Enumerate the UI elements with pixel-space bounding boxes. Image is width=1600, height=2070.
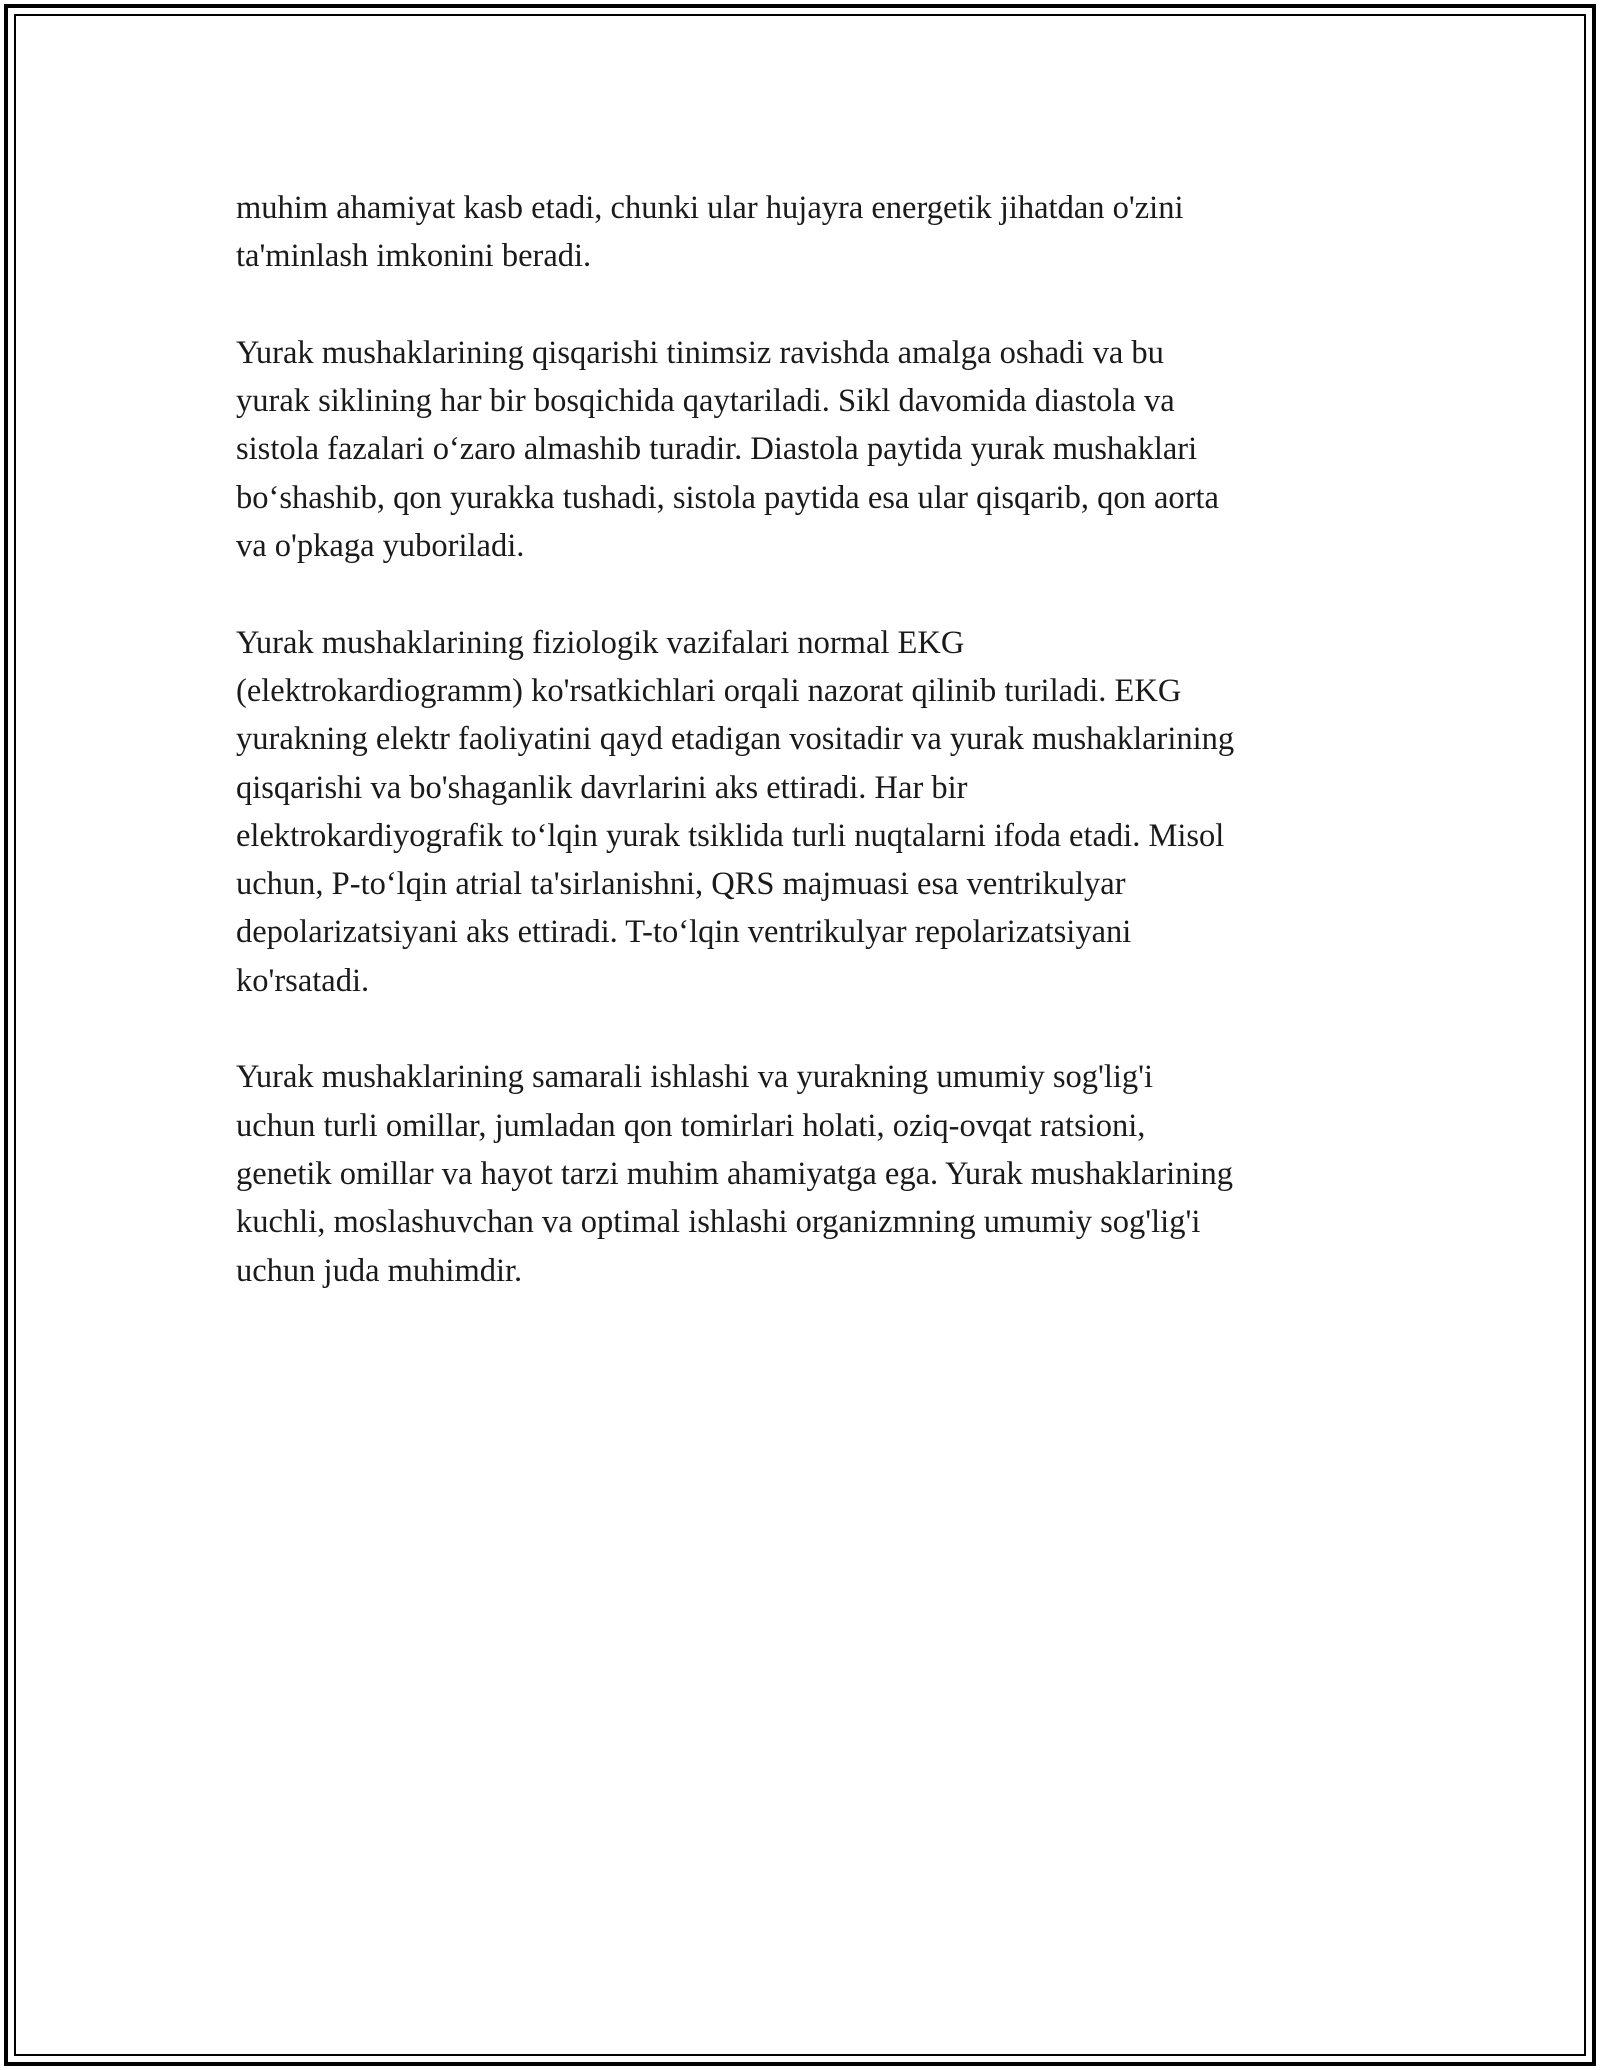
text-line: kuchli, moslashuvchan va optimal ishlashi organizmning umumiy sog'lig'i bbox=[236, 1204, 1201, 1241]
paragraph bbox=[236, 1053, 1376, 1294]
text-line: elektrokardiyografik to‘lqin yurak tsiklida turli nuqtalarni ifoda etadi. Misol bbox=[236, 817, 1225, 854]
text-line: Yurak mushaklarining samarali ishlashi va yurakning umumiy sog'lig'i bbox=[236, 1059, 1154, 1096]
text-line: ko'rsatadi. bbox=[236, 962, 370, 999]
text-line: qisqarishi va bo'shaganlik davrlarini aks ettiradi. Har bir bbox=[236, 769, 968, 806]
document-body bbox=[236, 184, 1376, 1343]
paragraph bbox=[236, 329, 1376, 570]
text-line: sistola fazalari o‘zaro almashib turadir. Diastola paytida yurak mushaklari bbox=[236, 431, 1198, 468]
text-line: Yurak mushaklarining fiziologik vazifalari normal EKG bbox=[236, 624, 965, 661]
text-line: depolarizatsiyani aks ettiradi. T-to‘lqin ventrikulyar repolarizatsiyani bbox=[236, 914, 1132, 951]
text-line: uchun, P-to‘lqin atrial ta'sirlanishni, QRS majmuasi esa ventrikulyar bbox=[236, 866, 1126, 903]
text-line: uchun turli omillar, jumladan qon tomirlari holati, oziq-ovqat ratsioni, bbox=[236, 1107, 1146, 1144]
text-line: Yurak mushaklarining qisqarishi tinimsiz ravishda amalga oshadi va bu bbox=[236, 334, 1164, 371]
text-line: muhim ahamiyat kasb etadi, chunki ular hujayra energetik jihatdan o'zini bbox=[236, 190, 1184, 226]
paragraph bbox=[236, 184, 1376, 281]
text-line: genetik omillar va hayot tarzi muhim ahamiyatga ega. Yurak mushaklarining bbox=[236, 1155, 1233, 1192]
paragraph bbox=[236, 619, 1376, 1005]
text-line: (elektrokardiogramm) ko'rsatkichlari orqali nazorat qilinib turiladi. EKG bbox=[236, 672, 1182, 709]
text-line: uchun juda muhimdir. bbox=[236, 1252, 523, 1289]
text-line: bo‘shashib, qon yurakka tushadi, sistola paytida esa ular qisqarib, qon aorta bbox=[236, 479, 1219, 516]
text-line: va o'pkaga yuboriladi. bbox=[236, 528, 525, 565]
text-line: ta'minlash imkonini beradi. bbox=[236, 238, 592, 275]
text-line: yurak siklining har bir bosqichida qaytariladi. Sikl davomida diastola va bbox=[236, 383, 1175, 420]
text-line: yurakning elektr faoliyatini qayd etadigan vositadir va yurak mushaklarining bbox=[236, 721, 1235, 758]
